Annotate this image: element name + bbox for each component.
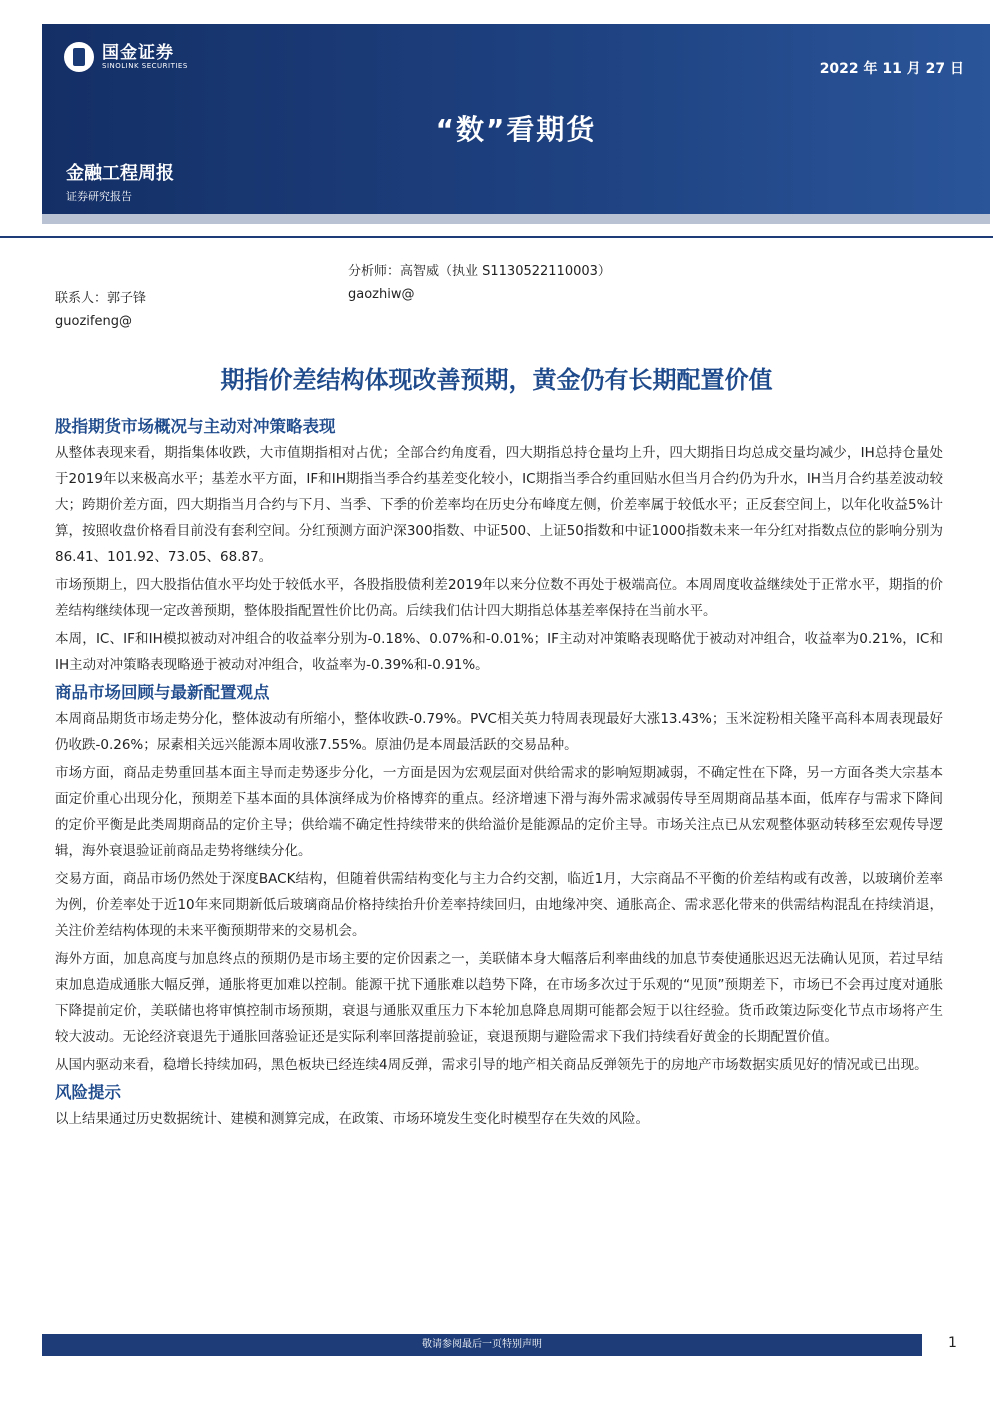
report-type: 证券研究报告 <box>66 190 132 203</box>
paragraph: 市场方面，商品走势重回基本面主导而走势逐步分化，一方面是因为宏观层面对供给需求的影响短期减弱，不确定性在下降，另一方面各类大宗基本面定价重心出现分化，预期差下基本面的具体演绎成为价格博弈的重点。经济增速下滑与海外需求减弱传导至周期商品基本面，低库存与需求下降间的定价平衡是此类周期商品的定价主导；供给端不确定性持续带来的供给溢价是能源品的定价主导。市场关注点已从宏观整体驱动转移至宏观传导逻辑，海外衰退验证前商品走势将继续分化。 <box>55 765 943 859</box>
paragraph: 以上结果通过历史数据统计、建模和测算完成，在政策、市场环境发生变化时模型存在失效的风险。 <box>55 1111 649 1127</box>
report-body <box>55 414 943 1134</box>
paragraph: 从整体表现来看，期指集体收跌，大市值期指相对占优；全部合约角度看，四大期指总持仓量均上升，四大期指日均总成交量均减少，IH总持仓量处于2019年以来极高水平；基差水平方面，IF和IH期指当季合约基差变化较小，IC期指当季合约重回贴水但当月合约仍为升水，IH当月合约基差波动较大；跨期价差方面，四大期指当月合约与下月、当季、下季的价差率均在历史分布峰度左侧，价差率属于较低水平；正反套空间上，以年化收益5%计算，按照收盘价格看目前没有套利空间。分红预测方面沪深300指数、中证500、上证50指数和中证1000指数未来一年分红对指数点位的影响分别为86.41、101.92、73.05、68.87。 <box>55 445 943 565</box>
logo-name-cn: 国金证券 <box>102 42 174 63</box>
analyst-info: 分析师：高智威（执业 S1130522110003） <box>348 264 611 279</box>
report-series-title: “数”看期货 <box>435 113 597 146</box>
analyst-email[interactable]: gaozhiw@ <box>348 287 415 302</box>
paragraph: 本周商品期货市场走势分化，整体波动有所缩小，整体收跌-0.79%。PVC相关英力特周表现最好大涨13.43%；玉米淀粉相关隆平高科本周表现最好仍收跌-0.26%；尿素相关远兴能源本周收涨7.55%。原油仍是本周最活跃的交易品种。 <box>55 711 943 753</box>
page-number: 1 <box>948 1335 957 1351</box>
logo-icon <box>64 42 94 72</box>
section-title: 风险提示 <box>55 1083 121 1102</box>
section-title: 股指期货市场概况与主动对冲策略表现 <box>55 417 336 436</box>
paragraph: 从国内驱动来看，稳增长持续加码，黑色板块已经连续4周反弹，需求引导的地产相关商品反弹领先于的房地产市场数据实质见好的情况或已出现。 <box>55 1057 928 1073</box>
header-divider <box>0 236 993 238</box>
report-category: 金融工程周报 <box>66 163 174 184</box>
header-banner <box>42 24 990 214</box>
footer-disclaimer: 敬请参阅最后一页特别声明 <box>42 1334 922 1356</box>
paragraph: 交易方面，商品市场仍然处于深度BACK结构，但随着供需结构变化与主力合约交割，临近1月，大宗商品不平衡的价差结构或有改善，以玻璃价差率为例，价差率处于近10年来同期新低后玻璃商品价格持续抬升价差率持续回归，由地缘冲突、通胀高企、需求恶化带来的供需结构混乱在持续消退，关注价差结构体现的未来平衡预期带来的交易机会。 <box>55 871 943 939</box>
banner-strip <box>42 214 990 224</box>
paragraph: 市场预期上，四大股指估值水平均处于较低水平，各股指股债利差2019年以来分位数不再处于极端高位。本周周度收益继续处于正常水平，期指的价差结构继续体现一定改善预期，整体股指配置性价比仍高。后续我们估计四大期指总体基差率保持在当前水平。 <box>55 577 943 619</box>
report-date: 2022 年 11 月 27 日 <box>819 61 964 77</box>
logo-name-en: SINOLINK SECURITIES <box>102 61 188 70</box>
paragraph: 本周，IC、IF和IH模拟被动对冲组合的收益率分别为-0.18%、0.07%和-0.01%；IF主动对冲策略表现略优于被动对冲组合，收益率为0.21%，IC和IH主动对冲策略表现略逊于被动对冲组合，收益率为-0.39%和-0.91%。 <box>55 631 943 673</box>
contact-info: 联系人：郭子锋 <box>55 291 147 306</box>
contact-email[interactable]: guozifeng@ <box>55 314 132 329</box>
company-logo <box>64 42 188 72</box>
section-title: 商品市场回顾与最新配置观点 <box>55 683 270 702</box>
paragraph: 海外方面，加息高度与加息终点的预期仍是市场主要的定价因素之一，美联储本身大幅落后利率曲线的加息节奏使通胀迟迟无法确认见顶，若过早结束加息造成通胀大幅反弹，通胀将更加难以控制。能源干扰下通胀难以趋势下降，在市场多次过于乐观的“见顶”预期差下，市场已不会再过度对通胀下降提前定价，美联储也将审慎控制市场预期，衰退与通胀双重压力下本轮加息降息周期可能都会短于以往经验。货币政策边际变化节点市场将产生较大波动。无论经济衰退先于通胀回落验证还是实际利率回落提前验证，衰退预期与避险需求下我们持续看好黄金的长期配置价值。 <box>55 951 943 1045</box>
report-title: 期指价差结构体现改善预期，黄金仍有长期配置价值 <box>220 366 773 394</box>
